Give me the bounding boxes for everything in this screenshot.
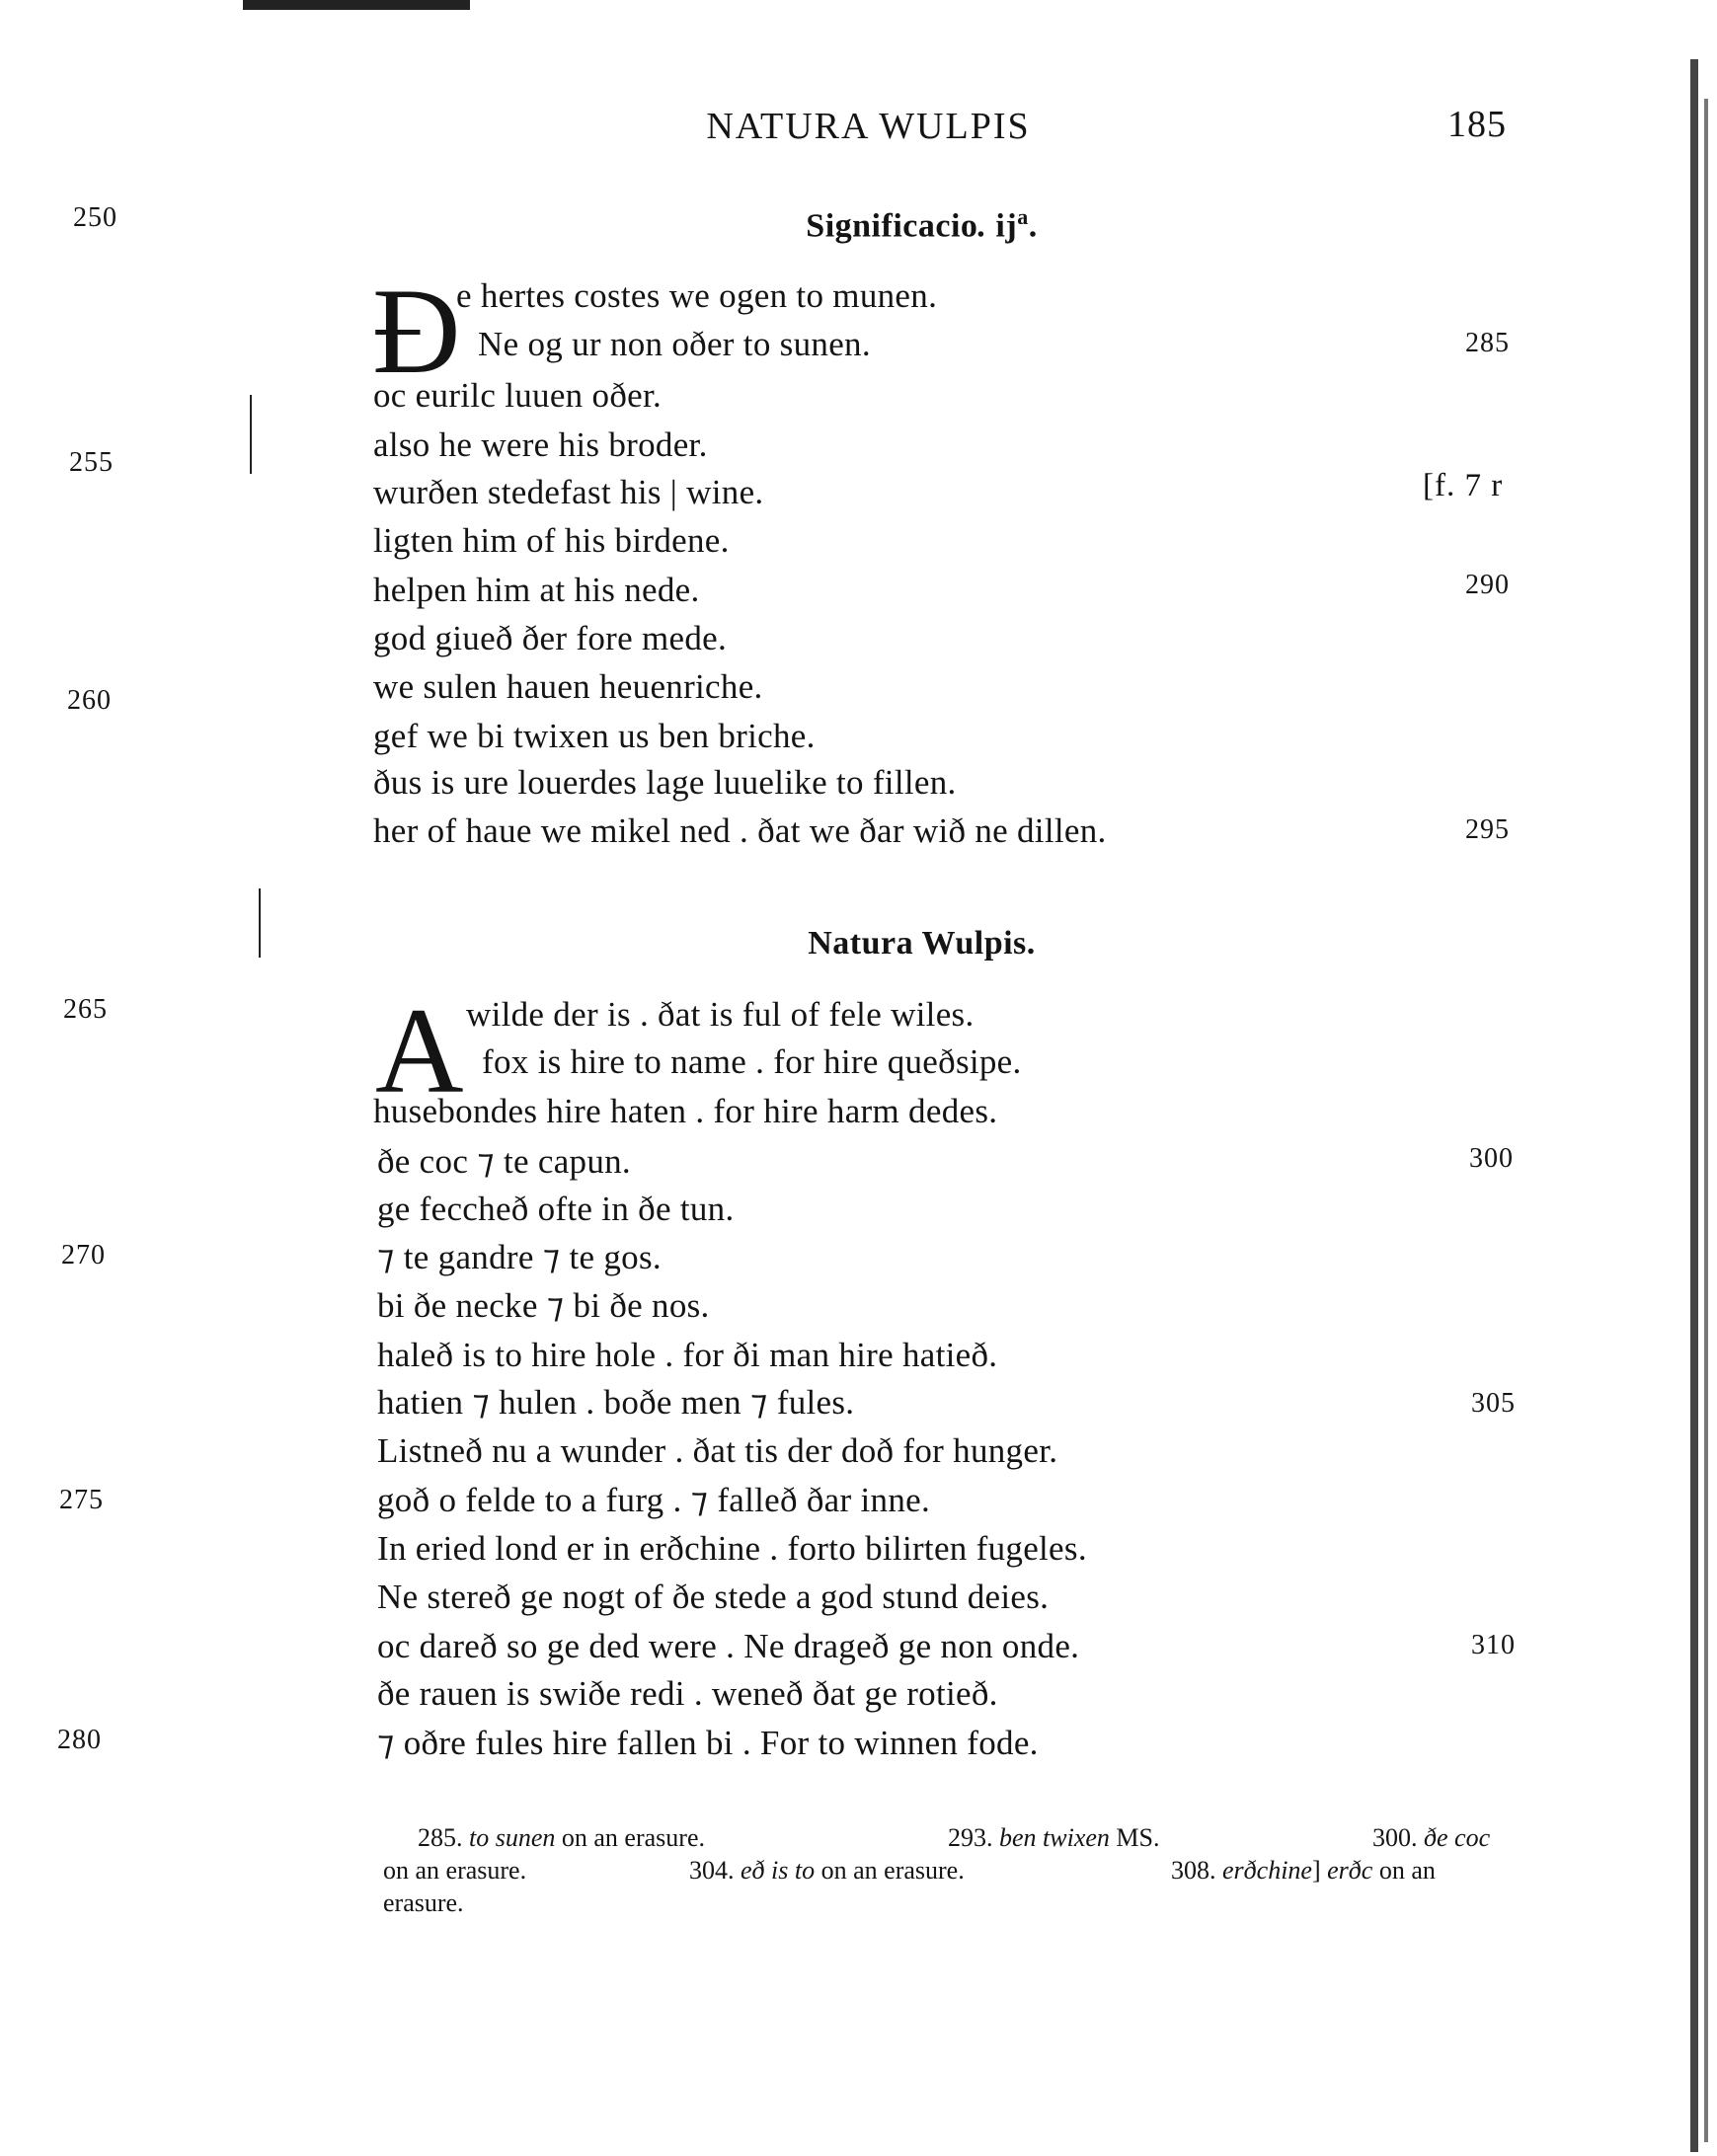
line-number-right: 290 <box>1465 570 1510 600</box>
line-number-left: 275 <box>59 1485 104 1515</box>
line-number-left: 265 <box>63 994 108 1025</box>
verse-line: ligten him of his birdene. <box>373 521 730 560</box>
verse-line: helpen him at his nede. <box>373 571 700 609</box>
scan-artifact-right-edge-2 <box>1704 99 1708 2142</box>
folio-reference: [f. 7 r <box>1423 468 1504 503</box>
verse-line: In eried lond er in erðchine . forto bilirten fugeles. <box>377 1529 1087 1568</box>
line-number-right: 300 <box>1469 1143 1514 1174</box>
line-number-left: 280 <box>57 1725 102 1755</box>
verse-line: e hertes costes we ogen to munen. <box>456 276 938 315</box>
drop-initial: Ð <box>372 264 461 399</box>
footnote-300: 300. ðe coc <box>1372 1823 1491 1852</box>
line-number-right: 305 <box>1471 1388 1516 1419</box>
verse-line: wurðen stedefast his | wine. <box>373 473 764 511</box>
verse-line: we sulen hauen heuenriche. <box>373 667 763 706</box>
verse-line: haleð is to hire hole . for ði man hire hatieð. <box>377 1336 998 1374</box>
scan-artifact-right-edge <box>1690 59 1698 2152</box>
verse-line: fox is hire to name . for hire queðsipe. <box>482 1042 1022 1081</box>
verse-line: also he were his broder. <box>373 425 708 464</box>
footnote-293: 293. ben twixen MS. <box>948 1823 1160 1852</box>
footnote-row <box>383 1886 1521 1919</box>
running-title: NATURA WULPIS <box>706 106 1031 147</box>
line-number-left: 250 <box>73 202 117 233</box>
section-heading-significacio: Significacio. $ij^a$. <box>806 204 1038 245</box>
verse-line: Ne og ur non oðer to sunen. <box>478 325 871 363</box>
scan-artifact-top <box>243 0 470 10</box>
verse-line: ⁊ te gandre ⁊ te gos. <box>377 1238 662 1276</box>
footnote-row <box>383 1854 1521 1886</box>
verse-line: husebondes hire haten . for hire harm dedes. <box>373 1092 998 1130</box>
line-number-left: 270 <box>61 1240 106 1270</box>
verse-line: ge feccheð ofte in ðe tun. <box>377 1190 735 1228</box>
footnote-304: 304. eð is to on an erasure. <box>689 1856 965 1885</box>
scan-artifact-gutter <box>250 395 252 474</box>
section-heading-natura-wulpis: Natura Wulpis. <box>808 925 1036 962</box>
footnote-300-cont: on an erasure. <box>383 1856 527 1885</box>
footnote-285: 285. to sunen on an erasure. <box>418 1823 705 1852</box>
line-number-left: 255 <box>69 447 114 478</box>
footnote-308: 308. erðchine] erðc on an <box>1171 1856 1436 1885</box>
verse-line: bi ðe necke ⁊ bi ðe nos. <box>377 1286 710 1325</box>
verse-line: ðe rauen is swiðe redi . weneð ðat ge rotieð. <box>377 1674 998 1713</box>
verse-line: oc dareð so ge ded were . Ne drageð ge non onde. <box>377 1627 1080 1665</box>
footnotes <box>383 1821 1521 1919</box>
verse-line: wilde der is . ðat is ful of fele wiles. <box>466 995 975 1034</box>
verse-line: oc eurilc luuen oðer. <box>373 376 663 415</box>
verse-line: ðus is ure louerdes lage luuelike to fillen. <box>373 763 957 802</box>
verse-line: Listneð nu a wunder . ðat tis der doð for hunger. <box>377 1431 1058 1470</box>
line-number-left: 260 <box>67 685 112 716</box>
verse-line: ⁊ oðre fules hire fallen bi . For to winnen fode. <box>377 1724 1039 1762</box>
line-number-right: 295 <box>1465 814 1510 845</box>
verse-line: Ne stereð ge nogt of ðe stede a god stund deies. <box>377 1578 1050 1616</box>
line-number-right: 285 <box>1465 328 1510 358</box>
verse-line: god giueð ðer fore mede. <box>373 619 728 657</box>
verse-line: hatien ⁊ hulen . boðe men ⁊ fules. <box>377 1383 855 1422</box>
verse-line: ðe coc ⁊ te capun. <box>377 1142 631 1181</box>
line-number-right: 310 <box>1471 1630 1516 1660</box>
footnote-308-cont: erasure. <box>383 1888 464 1917</box>
verse-line: gef we bi twixen us ben briche. <box>373 717 816 755</box>
verse-line: goð o felde to a furg . ⁊ falleð ðar inne. <box>377 1481 931 1519</box>
page-number: 185 <box>1447 104 1507 145</box>
drop-initial: A <box>375 983 464 1118</box>
footnote-row <box>383 1821 1521 1854</box>
verse-line: her of haue we mikel ned . ðat we ðar wið ne dillen. <box>373 811 1107 850</box>
